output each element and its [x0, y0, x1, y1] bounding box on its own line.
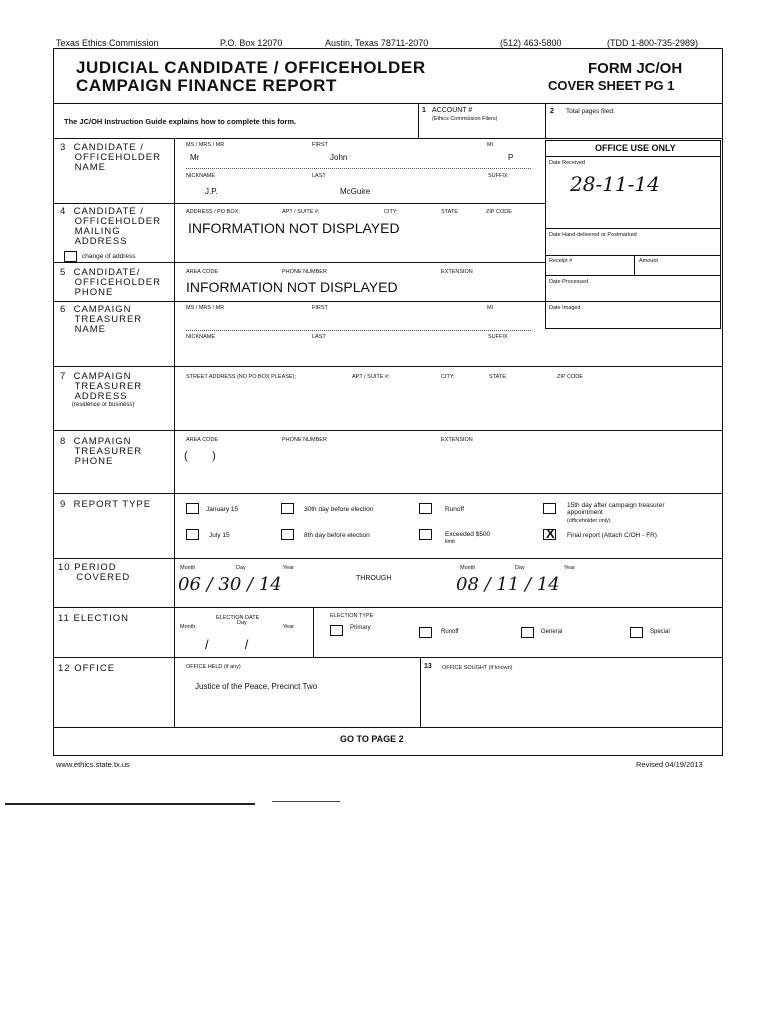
- s8-area-label: AREA CODE: [186, 437, 219, 443]
- et-runoff-checkbox[interactable]: [419, 627, 432, 638]
- s3-last-label: LAST: [312, 173, 326, 179]
- s10-to-day-label: Day: [515, 565, 525, 571]
- date-processed-label: Date Processed: [549, 279, 589, 285]
- s9-label: 9 REPORT TYPE: [60, 499, 152, 510]
- s4-label: 4 CANDIDATE / OFFICEHOLDER MAILING ADDRESS: [60, 206, 161, 247]
- s11-month-label: Month: [180, 624, 196, 630]
- s3-nickname-value: J.P.: [205, 187, 218, 196]
- footer-revised: Revised 04/19/2013: [636, 760, 703, 769]
- s10-from-year-label: Year: [283, 565, 295, 571]
- s10-to-year-label: Year: [564, 565, 576, 571]
- rt-day8-label: 8th day before election: [304, 532, 370, 539]
- rt-jan15-checkbox[interactable]: [186, 503, 199, 514]
- et-primary-checkbox[interactable]: [330, 625, 343, 636]
- s3-ms-label: MS / MRS / MR: [186, 142, 225, 148]
- rt-exceeded-label: Exceeded $500: [445, 531, 491, 538]
- et-general-label: General: [541, 629, 563, 635]
- s3-mi-value: P: [508, 153, 514, 162]
- header-org: Texas Ethics Commission: [56, 38, 159, 48]
- account-sub: (Ethics Commission Filers): [432, 116, 498, 122]
- s5-ext-label: EXTENSION: [441, 269, 473, 275]
- rt-exceeded-sub: limit: [445, 539, 455, 545]
- et-runoff-label: Runoff: [441, 629, 459, 635]
- s11-date-slashes: / /: [205, 637, 249, 652]
- s6-nickname-label: NICKNAME: [186, 334, 216, 340]
- s6-mi-label: MI: [487, 305, 494, 311]
- s3-first-value: John: [330, 153, 348, 162]
- s10-from-month-label: Month: [180, 565, 196, 571]
- account-num: 1: [422, 107, 426, 114]
- change-of-address-checkbox[interactable]: [64, 251, 77, 262]
- s3-first-label: FIRST: [312, 142, 328, 148]
- s7-apt-label: APT / SUITE #;: [352, 374, 390, 380]
- cover-sheet-label: COVER SHEET PG 1: [548, 78, 675, 93]
- scan-artifact-line-2: [272, 801, 340, 802]
- s4-apt-label: APT / SUITE #;: [282, 209, 320, 215]
- s3-ms-value: Mr: [190, 153, 200, 162]
- s6-label: 6 CAMPAIGN TREASURER NAME: [60, 304, 143, 335]
- rt-day15-checkbox[interactable]: [543, 503, 556, 514]
- total-pages-num: 2: [550, 108, 554, 115]
- s10-from-day-label: Day: [236, 565, 246, 571]
- s8-phone-label: PHONE NUMBER: [282, 437, 327, 443]
- et-primary-label: Primary: [350, 625, 371, 631]
- s11-day-label: Day: [237, 620, 247, 626]
- s3-suffix-label: SUFFIX: [488, 173, 508, 179]
- date-received-value: 28-11-14: [570, 172, 660, 196]
- form-id: FORM JC/OH: [588, 60, 683, 77]
- s3-mi-label: MI: [487, 142, 494, 148]
- rt-day8-checkbox[interactable]: [281, 529, 294, 540]
- s6-first-label: FIRST: [312, 305, 328, 311]
- office-use-title: OFFICE USE ONLY: [595, 143, 676, 153]
- s13-label: OFFICE SOUGHT (if known): [442, 665, 513, 671]
- rt-day15-label: 15th day after campaign treasurer appointment: [567, 502, 665, 516]
- header-pobox: P.O. Box 12070: [220, 38, 283, 48]
- s6-last-label: LAST: [312, 334, 326, 340]
- s6-suffix-label: SUFFIX: [488, 334, 508, 340]
- rt-jan15-label: January 15: [206, 506, 239, 513]
- s8-ext-label: EXTENSION: [441, 437, 473, 443]
- hand-delivered-label: Date Hand-delivered or Postmarked: [549, 232, 637, 238]
- s4-value: INFORMATION NOT DISPLAYED: [188, 220, 400, 236]
- s13-num: 13: [424, 663, 432, 670]
- amount-label: Amount: [639, 258, 658, 264]
- s7-sublabel: (residence or business): [72, 402, 135, 408]
- s10-to-value: 08 / 11 / 14: [456, 574, 560, 595]
- et-special-checkbox[interactable]: [630, 627, 643, 638]
- change-of-address-label: change of address: [82, 253, 136, 260]
- rt-day15-sub: (officeholder only): [567, 518, 611, 524]
- receipt-label: Receipt #: [549, 258, 573, 264]
- rt-day30-label: 30th day before election: [304, 506, 374, 513]
- s12-label: 12 OFFICE: [58, 663, 116, 674]
- total-pages-label: Total pages filed:: [566, 108, 615, 115]
- s7-street-label: STREET ADDRESS (NO PO BOX PLEASE);: [186, 374, 296, 380]
- s4-state-label: STATE: [441, 209, 458, 215]
- s10-label: 10 PERIOD COVERED: [58, 562, 131, 583]
- header-city: Austin, Texas 78711-2070: [325, 38, 429, 48]
- et-special-label: Special: [650, 629, 670, 635]
- rt-runoff-label: Runoff: [445, 506, 465, 513]
- s3-nickname-label: NICKNAME: [186, 173, 216, 179]
- s7-label: 7 CAMPAIGN TREASURER ADDRESS: [60, 371, 143, 402]
- form-title-line2: CAMPAIGN FINANCE REPORT: [76, 76, 337, 95]
- rt-final-mark: X: [546, 526, 555, 541]
- s8-label: 8 CAMPAIGN TREASURER PHONE: [60, 436, 143, 467]
- rt-jul15-checkbox[interactable]: [186, 529, 199, 540]
- instructions-note: The JC/OH Instruction Guide explains how to complete this form.: [64, 117, 297, 126]
- s3-label: 3 CANDIDATE / OFFICEHOLDER NAME: [60, 142, 161, 173]
- rt-day30-checkbox[interactable]: [281, 503, 294, 514]
- form-title-line1: JUDICIAL CANDIDATE / OFFICEHOLDER: [76, 58, 426, 77]
- s4-zip-label: ZIP CODE: [486, 209, 512, 215]
- s5-phone-label: PHONE NUMBER: [282, 269, 327, 275]
- s5-area-label: AREA CODE: [186, 269, 219, 275]
- s11-date-label: ELECTION DATE: [216, 615, 260, 621]
- s11-type-label: ELECTION TYPE: [330, 613, 374, 619]
- date-received-label: Date Received: [549, 160, 586, 166]
- s5-value: INFORMATION NOT DISPLAYED: [186, 279, 398, 295]
- date-imaged-label: Date Imaged: [549, 305, 581, 311]
- header-tdd: (TDD 1-800-735-2989): [607, 38, 699, 48]
- et-general-checkbox[interactable]: [521, 627, 534, 638]
- s4-city-label: CITY;: [384, 209, 398, 215]
- scan-artifact-line: [5, 803, 255, 805]
- s12-held-value: Justice of the Peace, Precinct Two: [195, 682, 318, 691]
- s8-area-parens: ( ): [184, 450, 216, 462]
- s7-state-label: STATE;: [489, 374, 508, 380]
- s7-city-label: CITY;: [441, 374, 455, 380]
- s10-from-value: 06 / 30 / 14: [178, 574, 282, 595]
- s12-held-label: OFFICE HELD (if any): [186, 664, 241, 670]
- rt-runoff-checkbox[interactable]: [419, 503, 432, 514]
- account-label: ACCOUNT #: [432, 107, 473, 114]
- s11-label: 11 ELECTION: [58, 613, 130, 624]
- s4-address-label: ADDRESS / PO BOX;: [186, 209, 240, 215]
- s6-ms-label: MS / MRS / MR: [186, 305, 225, 311]
- footer-website: www.ethics.state.tx.us: [56, 760, 130, 769]
- s10-through: THROUGH: [356, 575, 392, 582]
- rt-final-label: Final report (Attach C/OH - FR): [567, 532, 657, 539]
- s10-to-month-label: Month: [460, 565, 476, 571]
- goto-page2: GO TO PAGE 2: [340, 734, 404, 744]
- s5-label: 5 CANDIDATE/ OFFICEHOLDER PHONE: [60, 267, 161, 298]
- rt-jul15-label: July 15: [209, 532, 230, 539]
- s3-last-value: McGuire: [340, 187, 371, 196]
- rt-exceeded-checkbox[interactable]: [419, 529, 432, 540]
- s11-year-label: Year: [283, 624, 295, 630]
- s7-zip-label: ZIP CODE: [557, 374, 583, 380]
- header-phone: (512) 463-5800: [500, 38, 562, 48]
